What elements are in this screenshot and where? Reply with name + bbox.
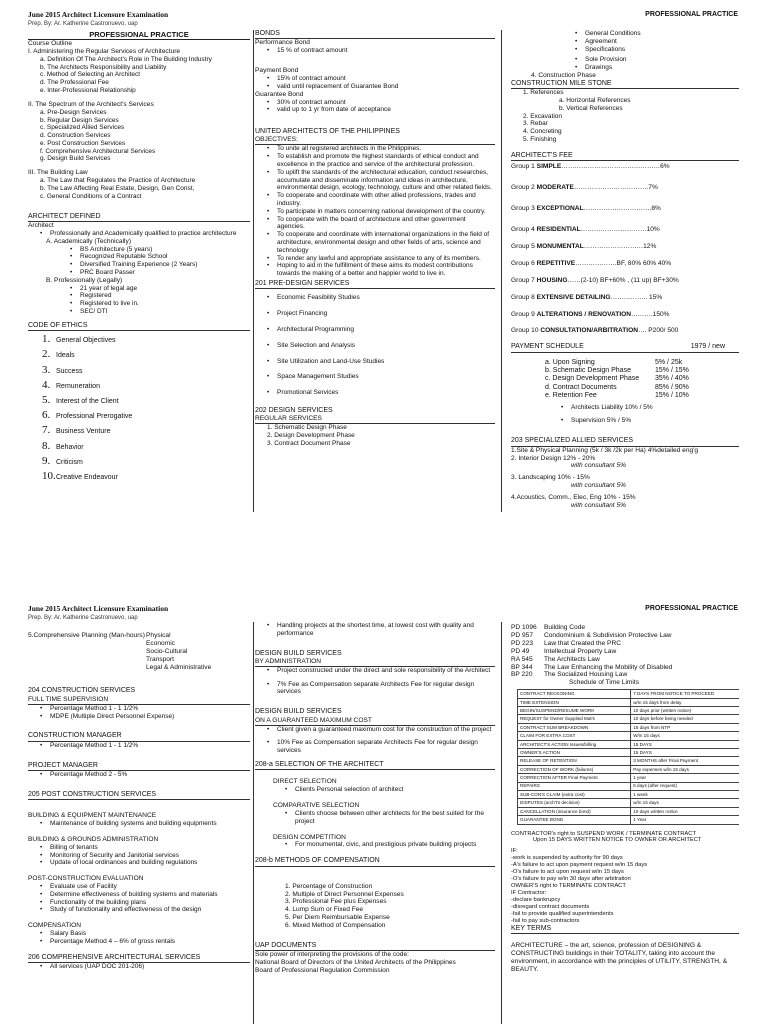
table-row: CORRECTION AFTER Final Payment 1 year: [518, 774, 740, 782]
list-item: • Client given a guaranteed maximum cost for the construction of the project: [255, 726, 495, 734]
section-heading: 208-b METHODS OF COMPENSATION: [255, 857, 495, 866]
page-header-title: PROFESSIONAL PRACTICE: [645, 11, 738, 18]
section-heading: III. The Building Law: [28, 169, 88, 177]
column-title: PROFESSIONAL PRACTICE: [28, 30, 250, 40]
list-item: • Maintenance of building systems and building equipments: [28, 820, 250, 828]
section-heading: 205 POST CONSTRUCTION SERVICES: [28, 791, 250, 800]
list-item: 5. Finishing: [523, 136, 557, 144]
list-item: • Billing of tenants: [28, 844, 250, 852]
subheading: Architect: [28, 221, 54, 229]
section-heading: UNITED ARCHITECTS OF THE PHILIPPINES: [255, 128, 400, 136]
ethics-item: 1. General Objectives: [42, 333, 116, 346]
list-item: • Economic Feasibility Studies: [255, 294, 495, 302]
subheading: DESIGN COMPETITION: [273, 833, 346, 841]
ethics-item: 5. Interest of the Client: [42, 394, 119, 406]
list-item: • Specifications: [563, 46, 739, 54]
list-item: • Promotional Services: [255, 389, 495, 397]
paragraph: IF:: [511, 848, 518, 855]
subheading: Payment Bond: [255, 67, 299, 75]
list-item: • Agreement: [563, 38, 739, 46]
table-row: RELEASE OF RETENTION 3 MONTHS after Final Payment: [518, 757, 740, 765]
list-item: • To cooperate and coordinate with international organizations in the field of architecture, environmental design and other fields of arts, science and technology: [255, 231, 495, 254]
list-item: 2. Excavation: [523, 112, 563, 120]
subheading: Guarantee Bond: [255, 90, 304, 98]
table-row: SUB-CON'S CLAIM (extra cost) 1 week: [518, 790, 740, 798]
list-item: d. Construction Services: [40, 132, 111, 140]
column-divider: [501, 622, 502, 1024]
list-item: • To participate in matters concerning national development of the country.: [255, 208, 495, 216]
list-item: • Site Selection and Analysis: [255, 342, 495, 350]
section-heading: DESIGN BUILD SERVICES: [255, 649, 342, 657]
paragraph: National Board of Directors of the United Architects of the Philippines: [255, 959, 456, 967]
column-divider: [253, 30, 254, 512]
list-item: c. General Conditions of a Contract: [40, 192, 142, 200]
list-item: • To cooperate with the board of architecture and other government agencies.: [255, 216, 495, 232]
table-row: REPAIRS 5 days (after request): [518, 782, 740, 790]
list-item: • valid up to 1 yr from date of acceptance: [255, 106, 495, 114]
page1-column-3: [511, 30, 739, 510]
section-heading: KEY TERMS: [511, 925, 739, 934]
table-row: CLAIM FOR EXTRA COST W/in 15 days: [518, 732, 740, 740]
section-heading: 5.Comprehensive Planning (Man-hours): [28, 632, 145, 639]
list-item: • Percentage Method 1 - 1 1/2%: [28, 705, 250, 713]
table-row: GUARANTEE BOND 1 Year: [518, 816, 740, 824]
list-item: • Hoping to aid in the fulfillment of these aims its modest contributions towards the making of a better and happier world to live in.: [255, 262, 495, 278]
column-divider: [501, 30, 502, 512]
section-heading: UAP DOCUMENTS: [255, 942, 495, 951]
list-item: -A's failure to act upon payment request w/in 15 days: [511, 862, 648, 869]
table-row: OWNER'S ACTION 15 DAYS: [518, 748, 740, 756]
ethics-item: 9. Criticism: [42, 454, 83, 467]
list-item: 1. References: [523, 89, 564, 97]
list-item: • Site Utilization and Land-Use Studies: [255, 358, 495, 366]
page-2: [0, 600, 768, 1024]
list-item: • 21 year of legal age: [58, 285, 250, 293]
page2-column-3: [511, 624, 739, 974]
list-item: -work is suspended by authority for 90 days: [511, 855, 623, 862]
list-item: a. Definition Of The Architect's Role in The Building Industry: [40, 55, 212, 63]
section-heading: 202 DESIGN SERVICES: [255, 406, 333, 414]
list-item: • Recognized Reputable School: [58, 253, 250, 261]
subheading: Performance Bond: [255, 39, 310, 47]
page1-column-1: [28, 30, 250, 483]
law-row: PD 957 Condominium & Subdivision Protective Law: [511, 631, 672, 639]
fee-group: Group 9 ALTERATIONS / RENOVATION……….150%: [511, 310, 670, 318]
fee-group: Group 6 REPETITIVE……………….BF, 80% 60% 40%: [511, 259, 672, 267]
section-heading: 204 CONSTRUCTION SERVICES: [28, 687, 136, 695]
subheading: BY ADMINISTRATION: [255, 658, 495, 667]
list-item: c. Specialized Allied Services: [40, 124, 125, 132]
list-item: • Supervision 5% / 5%: [549, 417, 739, 425]
list-item: • Evaluate use of Facility: [28, 883, 250, 891]
prepared-by: Prep. By: Ar. Katherine Castronuevo, uap: [28, 21, 138, 27]
list-item: 1. Percentage of Construction: [285, 882, 373, 890]
list-item: • Clients choose between other architects for the best suited for the project: [273, 810, 495, 826]
list-item: Physical: [146, 632, 171, 639]
law-row: PD 49 Intellectual Property Law: [511, 647, 617, 655]
list-item: • 15% of contract amount: [255, 75, 495, 83]
ethics-item: 7. Business Venture: [42, 424, 111, 437]
table-title: Schedule of Time Limits: [569, 679, 639, 687]
list-item: 3. Landscaping 10% - 15%: [511, 474, 590, 482]
ethics-item: 4. Remuneration: [42, 378, 100, 391]
table-row: CONTRACT SUM BREAKDOWN 15 days from NTP: [518, 723, 740, 731]
payment-row: e. Retention Fee 15% / 10%: [545, 392, 689, 400]
list-item: • 30% of contract amount: [255, 99, 495, 107]
paragraph: IF Contractor:: [511, 890, 547, 897]
section-heading: II. The Spectrum of the Architect's Services: [28, 100, 154, 108]
section-heading: DESIGN BUILD SERVICES: [255, 708, 342, 716]
paragraph: Board of Professional Regulation Commission: [255, 967, 390, 975]
section-heading: CONSTRUCTION MANAGER: [28, 732, 250, 741]
paragraph: CONTRACTOR's right to SUSPEND WORK / TERMINATE CONTRACT: [511, 830, 697, 837]
list-item: • Study of functionality and effectiveness of the design: [28, 906, 250, 914]
list-item: 4. Concreting: [523, 128, 562, 136]
list-item: a. Horizontal References: [559, 97, 631, 105]
list-item: e. Inter-Professional Relationship: [40, 87, 136, 94]
column-divider: [253, 622, 254, 1024]
schedule-table: [517, 689, 739, 824]
list-item: • Sole Provision: [563, 56, 739, 64]
paragraph: Upon 15 DAYS WRITTEN NOTICE TO OWNER OR ARCHITECT: [533, 837, 702, 844]
list-item: a. Pre-Design Services: [40, 108, 107, 116]
table-row: CORRECTION OF WORK (failures) Pay expenses w/in 15 days: [518, 765, 740, 773]
page-gap: [0, 512, 768, 600]
payment-row: d. Contract Documents 85% / 90%: [545, 383, 689, 391]
list-item: 3. Rebar: [523, 120, 548, 128]
table-row: BEGIN/SUSPEND/RESUME WORK 10 days prior (written notice): [518, 707, 740, 715]
page-header-title: PROFESSIONAL PRACTICE: [645, 605, 738, 612]
subheading: B. Professionally (Legally): [46, 276, 123, 284]
list-item: • Professionally and Academically qualified to practice architecture: [28, 230, 250, 238]
paragraph: ARCHITECTURE – the art, science, profession of DESIGNING & CONSTRUCTING buildings in their TOTALITY, taking into account the environment, in accordance with the principles of UTILITY, STRENGTH, & BEAUTY.: [511, 942, 728, 973]
list-item: • MDPE (Multiple Direct Personnel Expense): [28, 713, 250, 721]
section-heading: 203 SPECIALIZED ALLIED SERVICES: [511, 437, 739, 446]
table-row: DISPUTES (arch't's decision) w/in 15 days: [518, 799, 740, 807]
list-item: Economic: [146, 639, 175, 647]
list-item: 2. Multiple of Direct Personnel Expenses: [285, 890, 404, 898]
ethics-item: 10.Creative Endeavour: [42, 469, 118, 482]
list-item: -O's failure to pay w/in 30 days after arbitration: [511, 876, 631, 883]
list-item: • Determine effectiveness of building systems and materials: [28, 891, 250, 899]
fee-group: Group 8 EXTENSIVE DETAILING…………….. 15%: [511, 293, 663, 301]
fee-group: Group 10 CONSULTATION/ARBITRATION…. P200/ 500: [511, 327, 679, 335]
fee-group: Group 4 RESIDENTIAL…………………………10%: [511, 225, 660, 233]
law-row: BP 220 The Socialized Housing Law: [511, 671, 628, 679]
list-item: • Registered: [58, 292, 250, 300]
list-item: • Drawings: [563, 64, 739, 72]
list-item: with consultant 5%: [571, 502, 626, 510]
list-item: • 15 % of contract amount: [255, 47, 495, 55]
table-row: CANCELLATION (insurance bond) 10 days written notice: [518, 807, 740, 815]
list-item: 1. Schematic Design Phase: [267, 424, 347, 432]
subheading: ON A GUARANTEED MAXIMUM COST: [255, 717, 495, 726]
list-item: • valid until replacement of Guarantee Bond: [255, 83, 495, 91]
subheading: DIRECT SELECTION: [273, 778, 337, 786]
subheading: BUILDING & GROUNDS ADMINISTRATION: [28, 835, 159, 843]
list-item: 2. Interior Design 12% - 20%: [511, 454, 596, 462]
subheading: COMPENSATION: [28, 922, 81, 930]
table-row: REQUEST for Owner Supplied Mat's 10 days before being needed: [518, 715, 740, 723]
list-item: c. Method of Selecting an Architect: [40, 71, 141, 79]
section-heading: ARCHITECT'S FEE: [511, 152, 739, 161]
list-item: 4.Acoustics, Comm., Elec, Eng 10% - 15%: [511, 494, 636, 502]
list-item: • SEC/ DTI: [58, 308, 250, 316]
list-item: • Architectural Programming: [255, 326, 495, 334]
list-item: d. The Professional Fee: [40, 79, 109, 87]
law-row: PD 223 Law that Created the PRC: [511, 639, 621, 647]
list-item: • To cooperate and coordinate with other allied professions, trades and industry.: [255, 192, 495, 208]
subheading: OBJECTIVES:: [255, 136, 495, 145]
list-item: • Handling projects at the shortest time, at lowest cost with quality and performance: [255, 622, 495, 638]
list-item: f. Comprehensive Architectural Services: [40, 147, 156, 155]
fee-group: Group 7 HOUSING……(2-10) BF+60% , (11 up) BF+30%: [511, 276, 679, 284]
method-list: [255, 883, 495, 930]
ethics-item: 8. Behavior: [42, 439, 84, 452]
list-item: • BS Architecture (5 years): [58, 246, 250, 254]
list-item: 3. Contract Document Phase: [267, 439, 351, 447]
paragraph: Sole power of interpreting the provisions of the code:: [255, 951, 409, 959]
list-item: • Registered to live in.: [58, 300, 250, 308]
list-item: • Salary Basis: [28, 930, 250, 938]
fee-group: Group 3 EXCEPTIONAL………………………….8%: [511, 205, 661, 213]
section-heading: 206 COMPREHENSIVE ARCHITECTURAL SERVICES: [28, 954, 250, 963]
law-row: BP 344 The Law Enhancing the Mobility of Disabled: [511, 663, 673, 671]
list-item: • To uplift the standards of the architectural education, conduct researches, accumulate and disseminate information and ideas in architecture, environmental design, ecology, technology, culture and other related fields.: [255, 169, 495, 192]
fee-group: Group 1 SIMPLE………………………………………6%: [511, 163, 670, 171]
payment-row: b. Schematic Design Phase 15% / 15%: [545, 367, 689, 375]
section-heading: 201 PRE-DESIGN SERVICES: [255, 280, 495, 289]
list-item: • 7% Fee as Compensation separate Architects Fee for regular design services: [255, 681, 495, 697]
subheading: FULL TIME SUPERVISION: [28, 696, 250, 705]
list-item: • To render any lawful and appropriate assistance to any of its members.: [255, 255, 495, 263]
list-item: -fail to provide qualified superintendents: [511, 910, 614, 917]
subheading: BUILDING & EQUIPMENT MAINTENANCE: [28, 812, 157, 820]
list-item: • To establish and promote the highest standards of ethical conduct and excellence in the practice and service of the architectural profession.: [255, 153, 495, 169]
list-item: -disregard contract documents: [511, 904, 590, 911]
law-list: [511, 624, 739, 679]
list-item: • Architects Liability 10% / 5%: [549, 404, 739, 412]
list-item: • Clients Personal selection of architect: [273, 786, 495, 794]
list-item: • Percentage Method 2 - 5%: [28, 771, 250, 779]
list-item: • Monitoring of Security and Janitorial services: [28, 852, 250, 860]
exam-title: June 2015 Architect Licensure Examination: [28, 10, 169, 19]
list-item: • Space Management Studies: [255, 373, 495, 381]
list-item: • For monumental, civic, and prestigious private building projects: [273, 841, 495, 849]
list-item: 2. Design Development Phase: [267, 432, 355, 439]
list-item: g. Design Build Services: [40, 155, 111, 163]
list-item: • To unite all registered architects in the Philippines.: [255, 145, 495, 153]
list-item: a. The Law that Regulates the Practice of Architecture: [40, 177, 196, 185]
list-item: b. The Architects Responsibility and Liability: [40, 63, 167, 71]
section-heading: BONDS: [255, 30, 495, 39]
ethics-item: 3. Success: [42, 363, 83, 376]
list-item: b. The Law Affecting Real Estate, Design, Gen Const,: [40, 184, 195, 192]
list-item: b. Vertical References: [559, 104, 623, 112]
list-item: 1.Site & Physical Planning (5k / 3k /2k per Ha) 4%detailed eng'g: [511, 446, 699, 454]
list-item: • 10% Fee as Compensation separate Architects Fee for regular design services: [255, 739, 495, 755]
list-item: • Functionality of the building plans: [28, 899, 250, 907]
list-item: • All services (UAP DOC 201-206): [28, 963, 250, 971]
section-heading: CONSTRUCTION MILE STONE: [511, 80, 739, 89]
law-row: PD 1096 Building Code: [511, 624, 586, 631]
list-item: • Update of local ordinances and building regulations: [28, 859, 250, 867]
list-item: 5. Per Diem Reimbursable Expense: [285, 914, 390, 922]
section-heading: 208-a SELECTION OF THE ARCHITECT: [255, 761, 495, 770]
page2-column-1: [28, 632, 250, 971]
list-item: 4. Construction Phase: [531, 71, 596, 79]
list-item: Socio-Cultural: [146, 647, 188, 655]
list-item: e. Post Construction Services: [40, 139, 126, 147]
list-item: -O's failure to act upon request w/in 15 days: [511, 869, 624, 876]
list-item: • Percentage Method 1 - 1 1/2%: [28, 742, 250, 750]
payment-row: a. Upon Signing 5% / 25k: [545, 358, 683, 366]
list-item: • General Conditions: [563, 30, 739, 38]
subheading: REGULAR SERVICES: [255, 415, 495, 424]
list-item: -declare bankrupcy: [511, 897, 561, 904]
table-row: CONTRACT RECKONING 7 DAYS FROM NOTICE TO PROCEED: [518, 690, 740, 698]
ethics-item: 6. Professional Prerogative: [42, 409, 133, 422]
list-item: • Diversified Training Experience (2 Years): [58, 261, 250, 269]
list-item: -fail to pay sub-contractors: [511, 917, 580, 924]
table-row: TIME EXTENSION w/in 15 days from delay: [518, 698, 740, 706]
section-heading: ARCHITECT DEFINED: [28, 213, 250, 222]
law-row: RA 545 The Architects Law: [511, 655, 600, 663]
page2-column-2: [255, 622, 495, 975]
list-item: with consultant 5%: [571, 462, 626, 470]
subheading: A. Academically (Technically): [46, 237, 132, 245]
fee-group: Group 2 MODERATE…………………………….7%: [511, 184, 658, 192]
list-item: • PRC Board Passer: [58, 269, 250, 277]
payment-row: c. Design Development Phase 35% / 40%: [545, 375, 689, 383]
course-outline: Course Outline: [28, 40, 72, 47]
list-item: 6. Mixed Method of Compensation: [285, 922, 386, 930]
list-item: • Project constructed under the direct and sole responsibility of the Architect: [255, 667, 495, 675]
paragraph: OWNER'S right to TERMINATE CONTRACT: [511, 883, 626, 890]
exam-title: June 2015 Architect Licensure Examination: [28, 604, 169, 613]
subheading: COMPARATIVE SELECTION: [273, 802, 360, 810]
prepared-by: Prep. By: Ar. Katherine Castronuevo, uap: [28, 615, 138, 621]
table-row: ARCHITECT'S ACTION Issues/billing 15 DAYS: [518, 740, 740, 748]
section-heading: CODE OF ETHICS: [28, 322, 250, 331]
subheading: POST-CONSTRUCTION EVALUATION: [28, 875, 144, 883]
list-item: with consultant 5%: [571, 482, 626, 490]
list-item: 4. Lump Sum or Fixed Fee: [285, 906, 364, 914]
list-item: 3. Professional Fee plus Expenses: [285, 898, 387, 906]
fee-group: Group 5 MONUMENTAL………………………12%: [511, 242, 657, 250]
page1-column-2: [255, 30, 495, 448]
list-item: • Percentage Method 4 – 6% of gross rentals: [28, 938, 250, 946]
ethics-item: 2. Ideals: [42, 348, 75, 361]
payment-list: [511, 359, 739, 401]
section-heading: PAYMENT SCHEDULE 1979 / new: [511, 343, 739, 352]
section-heading: I. Administering the Regular Services of Architecture: [28, 47, 181, 55]
list-item: Legal & Administrative: [146, 663, 212, 671]
list-item: Transport: [146, 655, 174, 663]
list-item: • Project Financing: [255, 310, 495, 318]
section-heading: PROJECT MANAGER: [28, 762, 250, 771]
list-item: b. Regular Design Services: [40, 116, 119, 124]
